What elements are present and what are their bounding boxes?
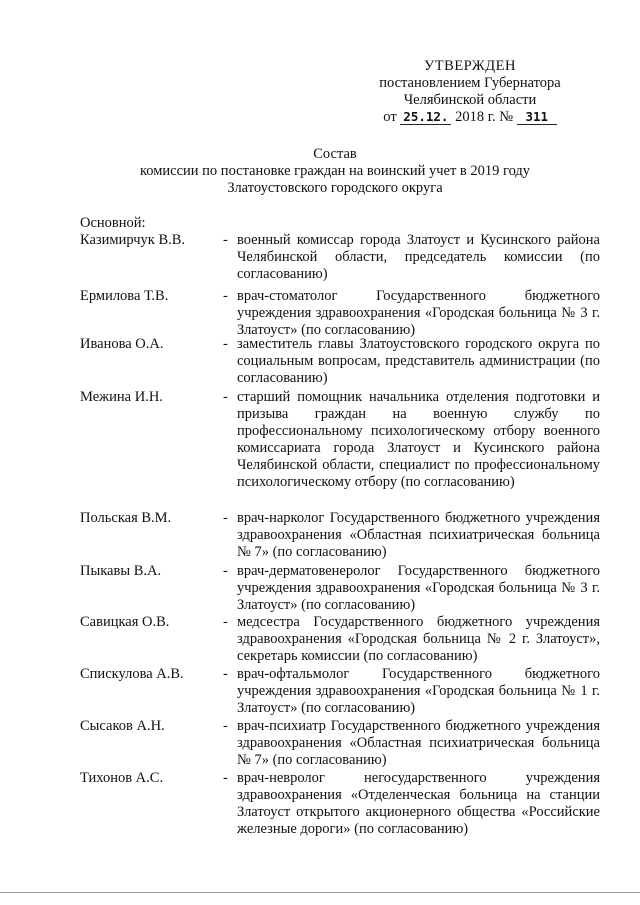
section-label: Основной: [80, 215, 146, 231]
year-and-number-label: 2018 г. № [455, 109, 514, 125]
handwritten-number: 311 [517, 110, 557, 125]
member-dash: - [223, 336, 228, 352]
member-role: врач-нарколог Государственного бюджетного учреждения здравоохранения «Областная психиатрическая больница № 7» (по согласованию) [237, 510, 600, 560]
heading-line-1: Состав [313, 146, 357, 162]
member-name: Казимирчук В.В. [80, 232, 186, 248]
member-name: Савицкая О.В. [80, 614, 170, 630]
member-dash: - [223, 389, 228, 405]
member-name: Межина И.Н. [80, 389, 163, 405]
heading-line-2: комиссии по постановке граждан на воинский учет в 2019 году [139, 163, 531, 179]
handwritten-date: 25.12. [400, 110, 451, 125]
member-name: Спискулова А.В. [80, 666, 184, 682]
approval-block [360, 58, 580, 126]
date-prefix: от [383, 109, 397, 125]
member-name: Тихонов А.С. [80, 770, 164, 786]
member-dash: - [223, 232, 228, 248]
member-name: Польская В.М. [80, 510, 172, 526]
member-role: врач-невролог негосударственного учреждения здравоохранения «Отделенческая больница на станции Златоуст открытого акционерного общества «Российские железные дороги» (по согласованию) [237, 770, 600, 837]
member-name: Иванова О.А. [80, 336, 164, 352]
member-role: врач-дерматовенеролог Государственного бюджетного учреждения здравоохранения «Городская больница № 3 г. Златоуст» (по согласованию) [237, 563, 600, 613]
member-name: Пыкавы В.А. [80, 563, 162, 579]
member-role: заместитель главы Златоустовского городского округа по социальным вопросам, представитель администрации (по согласованию) [237, 336, 600, 386]
member-role: врач-стоматолог Государственного бюджетного учреждения здравоохранения «Городская больница № 3 г. Златоуст» (по согласованию) [237, 288, 600, 338]
member-dash: - [223, 563, 228, 579]
member-role: врач-офтальмолог Государственного бюджетного учреждения здравоохранения «Городская больница № 1 г. Златоуст» (по согласованию) [237, 666, 600, 716]
member-role: медсестра Государственного бюджетного учреждения здравоохранения «Городская больница № 2 г. Златоуст», секретарь комиссии (по согласованию) [237, 614, 600, 664]
page-bottom-rule [0, 892, 640, 893]
member-name: Сысаков А.Н. [80, 718, 165, 734]
member-dash: - [223, 288, 228, 304]
member-role: старший помощник начальника отделения подготовки и призыва граждан на военную службу по профессиональному психологическому отбору военного комиссариата города Златоуст и Кусинского района Челябинской области, специалист по профессиональному психологическому отбору (по согласованию) [237, 389, 600, 490]
approval-line-1: постановлением Губернатора [379, 75, 561, 91]
document-heading [100, 146, 570, 197]
member-dash: - [223, 614, 228, 630]
member-name: Ермилова Т.В. [80, 288, 169, 304]
member-role: военный комиссар города Златоуст и Кусинского района Челябинской области, председатель комиссии (по согласованию) [237, 232, 600, 282]
member-dash: - [223, 718, 228, 734]
approval-title: УТВЕРЖДЕН [424, 58, 516, 74]
member-dash: - [223, 770, 228, 786]
approval-line-2: Челябинской области [403, 92, 537, 108]
member-dash: - [223, 510, 228, 526]
heading-line-3: Златоустовского городского округа [227, 180, 443, 196]
member-dash: - [223, 666, 228, 682]
member-role: врач-психиатр Государственного бюджетного учреждения здравоохранения «Областная психиатрическая больница № 7» (по согласованию) [237, 718, 600, 768]
approval-date-line [383, 109, 556, 126]
